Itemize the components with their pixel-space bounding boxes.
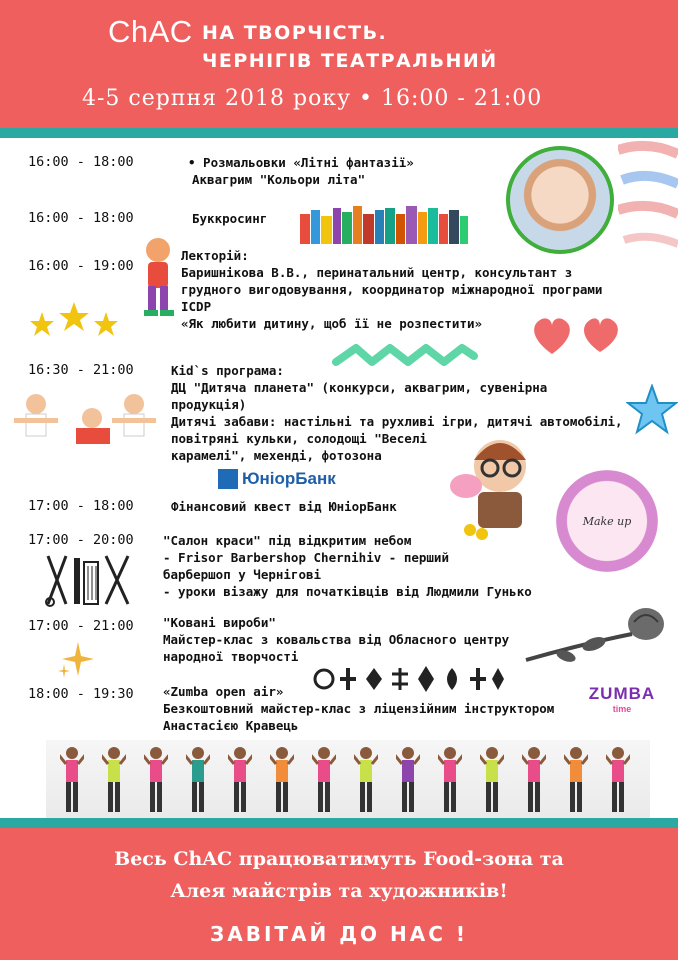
zumba-logo-subtext: time	[612, 704, 632, 714]
schedule-line: карамелі", мехенді, фотозона	[171, 448, 382, 463]
stars-icon	[28, 302, 122, 342]
schedule-time: 17:00 - 18:00	[28, 498, 134, 514]
green-scribble-decoration	[332, 342, 478, 368]
dancer-figure	[60, 746, 78, 820]
schedule-line: Лекторій:	[181, 248, 249, 263]
dancer-figure	[312, 746, 330, 820]
brand-title: ChAC	[108, 14, 193, 49]
schedule-time: 16:00 - 18:00	[28, 210, 134, 226]
schedule-line: Безкоштовний майстер-клас з ліцензійним інструктором	[163, 701, 555, 716]
boy-cartoon-icon	[136, 236, 180, 320]
girl-piggybank-icon	[440, 430, 550, 542]
schedule-line: ДЦ "Дитяча планета" (конкурси, аквагрим, сувенірна	[171, 380, 548, 395]
schedule-line: «Zumba open air»	[163, 684, 284, 699]
schedule-line: «Як любити дитину, щоб її не розпестити»	[181, 316, 483, 331]
schedule-line: - уроки візажу для початківців від Людмили Гунько	[163, 584, 532, 599]
iron-rose-icon	[522, 604, 668, 666]
dancer-figure	[606, 746, 624, 820]
dancer-figure	[228, 746, 246, 820]
schedule-line: Дитячі забави: настільні та рухливі ігри, дитячі автомобілі,	[171, 414, 623, 429]
junior-bank-logo-text: ЮніорБанк	[242, 469, 336, 488]
schedule-time: 16:30 - 21:00	[28, 362, 134, 378]
schedule-line: Анастасією Кравець	[163, 718, 299, 733]
schedule-line: Майстер-клас з ковальства від Обласного центру	[163, 632, 510, 647]
footer-call-to-action: ЗАВІТАЙ ДО НАС !	[210, 922, 468, 946]
schedule-line: Фінансовий квест від ЮніорБанк	[171, 499, 397, 514]
junior-bank-logo	[218, 468, 336, 490]
dancer-figure	[144, 746, 162, 820]
teal-divider-top	[0, 128, 678, 138]
dancer-figure	[186, 746, 204, 820]
schedule-line: барбершоп у Чернігові	[163, 567, 322, 582]
junior-bank-logo-mark	[218, 469, 238, 489]
makeup-illustration	[556, 470, 658, 572]
dancer-figure	[396, 746, 414, 820]
dancer-figure	[270, 746, 288, 820]
schedule-line: - Frisor Barbershop Chernihiv - перший	[163, 550, 449, 565]
schedule-time: 16:00 - 19:00	[28, 258, 134, 274]
title-line-1: НА ТВОРЧІСТЬ.	[202, 22, 388, 44]
footer-line-2: Алея майстрів та художників!	[170, 880, 508, 902]
dancer-figure	[102, 746, 120, 820]
child-facepaint-photo	[506, 146, 614, 254]
schedule-line: Kid`s програма:	[171, 363, 284, 378]
dancer-figure	[480, 746, 498, 820]
zumba-logo	[582, 684, 662, 714]
makeup-label: Make up	[582, 514, 632, 528]
dancer-figure	[354, 746, 372, 820]
schedule-line: ICDP	[181, 299, 212, 314]
event-dates: 4-5 серпня 2018 року • 16:00 - 21:00	[82, 86, 543, 111]
schedule-line: продукція)	[171, 397, 247, 412]
title-line-2: ЧЕРНІГІВ ТЕАТРАЛЬНИЙ	[202, 50, 498, 72]
schedule-line: • Розмальовки «Літні фантазії»	[188, 155, 414, 170]
schedule-time: 18:00 - 19:30	[28, 686, 134, 702]
books-icon	[300, 204, 468, 244]
schedule-line: повітряні кульки, солодощі "Веселі	[171, 431, 427, 446]
schedule-time: 16:00 - 18:00	[28, 154, 134, 170]
barber-tools-icon	[44, 552, 132, 608]
schedule-line: "Салон краси" під відкритим небом	[163, 533, 412, 548]
dancer-figure	[522, 746, 540, 820]
dancer-figure	[564, 746, 582, 820]
sparkles-icon	[56, 640, 100, 680]
dancer-figure	[438, 746, 456, 820]
schedule-line: Буккросинг	[192, 211, 268, 226]
paint-strokes-decoration	[618, 140, 678, 260]
zumba-logo-text: ZUMBA	[588, 684, 656, 703]
footer-line-1: Весь ChAC працюватимуть Food-зона та	[114, 848, 564, 870]
schedule-line: Аквагрим "Кольори літа"	[192, 172, 366, 187]
teal-divider-bottom	[0, 818, 678, 828]
kids-exercising-icon	[14, 392, 160, 462]
schedule-line: грудного вигодовування, координатор міжнародної програми	[181, 282, 603, 297]
zumba-dancers-photo	[46, 740, 650, 818]
schedule-line: Баришнікова В.В., перинатальний центр, консультант з	[181, 265, 573, 280]
star-outline-icon	[626, 384, 678, 436]
hearts-icon	[530, 314, 626, 358]
schedule-time: 17:00 - 20:00	[28, 532, 134, 548]
schedule-line: "Ковані вироби"	[163, 615, 276, 630]
schedule-line: народної творчості	[163, 649, 299, 664]
schedule-time: 17:00 - 21:00	[28, 618, 134, 634]
wrought-iron-ornaments-icon	[312, 664, 506, 694]
